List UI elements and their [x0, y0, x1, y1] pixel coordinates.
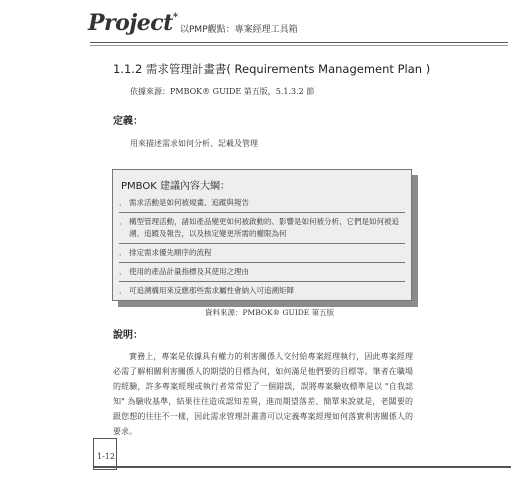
list-item [119, 263, 405, 282]
bullet-icon: ． [119, 248, 127, 257]
page-header [88, 8, 508, 42]
section-title: 1.1.2 需求管理計畫書( Requirements Management Plan ) [113, 62, 431, 76]
book-title: 以PMP觀點：專案經理工具箱 [180, 25, 298, 35]
list-item [119, 244, 405, 263]
list-item-text: 使用的產品計量指標及其使用之理由 [129, 267, 249, 276]
header-rule [90, 42, 508, 43]
brand-logo [88, 10, 178, 36]
list-item [119, 213, 405, 244]
list-item [119, 282, 405, 300]
brand-mark: * [172, 12, 178, 23]
bullet-icon: ． [119, 267, 127, 276]
explanation-text: 實務上，專案是依據具有權力的利害關係人交付給專案經理執行，因此專案經理必需了解相關利害關係人的期望的目標為何，如何滿足他們要的目標等。筆者在職場的經驗，許多專案經理或執行者常常犯了一個錯誤，誤將專案驗收標準是以 "自我認知" 為驗收基準，結果往往造成認知差異，進而期望落差、簡單來說就是，老闆要的跟您想的往往不一樣，因此需求管理計畫書可以定義專案經理如何落實利害關係人的要求。 [113, 352, 413, 436]
outline-list [119, 194, 405, 300]
page-number: 1-12 [97, 452, 115, 461]
list-item-text: 構型管理活動，諸如產品變更如何被啟動的、影響是如何被分析、它們是如何被追溯、追蹤及報告，以及核定變更所需的權限為何 [129, 217, 399, 238]
list-item-text: 可追溯構用來反應那些需求屬性會納入可追溯矩陣 [129, 286, 294, 295]
explanation-label: 說明： [113, 330, 143, 341]
definition-text: 用來描述需求如何分析、記載及管理 [130, 139, 258, 148]
footer-rule [93, 466, 511, 468]
pmbok-outline-box [112, 169, 412, 301]
list-item-text: 需求活動是如何被規畫、追蹤與報告 [129, 198, 249, 207]
box-title: PMBOK 建議內容大綱： [121, 181, 230, 192]
source-note: 資料來源：PMBOK® GUIDE 第五版 [205, 308, 335, 317]
list-item-text: 排定需求優先順序的流程 [129, 248, 212, 257]
header-rule-secondary [90, 45, 508, 46]
definition-label: 定義： [113, 116, 143, 127]
bullet-icon: ． [119, 198, 127, 207]
brand-name: Project [88, 10, 173, 36]
list-item [119, 194, 405, 213]
bullet-icon: ． [119, 286, 127, 295]
bullet-icon: ． [119, 217, 127, 226]
section-basis: 依據來源：PMBOK® GUIDE 第五版，5.1.3.2 節 [130, 87, 315, 96]
